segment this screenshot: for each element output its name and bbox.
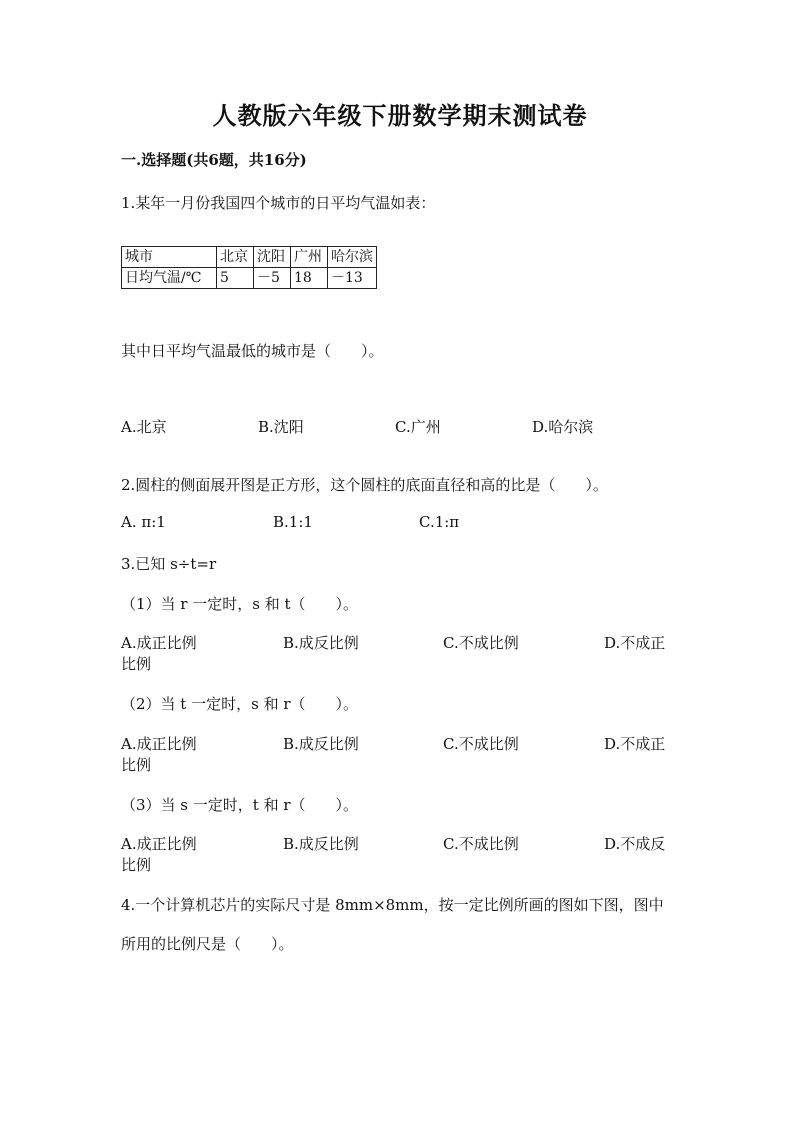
- table-cell: 哈尔滨: [328, 247, 377, 268]
- page-title: 人教版六年级下册数学期末测试卷: [212, 101, 588, 130]
- option-d[interactable]: D.不成反: [604, 835, 666, 853]
- option-d[interactable]: D.不成正: [604, 735, 666, 753]
- option-a[interactable]: A.北京: [121, 418, 167, 436]
- question-3-sub-3: （3）当 s 一定时，t 和 r（ ）。: [121, 796, 359, 814]
- option-b[interactable]: B.成反比例: [283, 735, 359, 753]
- option-c[interactable]: C.广州: [395, 418, 441, 436]
- section-heading: 一.选择题(共6题，共16分): [121, 151, 307, 169]
- option-c[interactable]: C.1:π: [419, 513, 460, 531]
- option-b[interactable]: B.成反比例: [283, 634, 359, 652]
- option-d-wrap: 比例: [121, 655, 152, 673]
- option-d[interactable]: D.不成正: [604, 634, 666, 652]
- table-cell: 日均气温/℃: [122, 268, 217, 289]
- question-3-sub-1: （1）当 r 一定时，s 和 t（ ）。: [121, 595, 359, 613]
- table-cell: 沈阳: [254, 247, 291, 268]
- table-cell: －13: [328, 268, 377, 289]
- question-3-stem: 3.已知 s÷t=r: [121, 555, 217, 573]
- table-row: [122, 268, 377, 289]
- table-cell: 城市: [122, 247, 217, 268]
- option-c[interactable]: C.不成比例: [443, 634, 519, 652]
- option-b[interactable]: B.1:1: [273, 513, 313, 531]
- option-a[interactable]: A.成正比例: [121, 634, 197, 652]
- table-cell: 18: [291, 268, 328, 289]
- table-cell: 广州: [291, 247, 328, 268]
- option-c[interactable]: C.不成比例: [443, 735, 519, 753]
- option-b[interactable]: B.沈阳: [258, 418, 304, 436]
- question-2-stem: 2.圆柱的侧面展开图是正方形，这个圆柱的底面直径和高的比是（ ）。: [121, 476, 608, 494]
- temperature-table: [121, 246, 377, 289]
- option-d-wrap: 比例: [121, 756, 152, 774]
- question-1-prompt: 其中日平均气温最低的城市是（ ）。: [121, 342, 384, 360]
- question-3-sub-2: （2）当 t 一定时，s 和 r（ ）。: [121, 695, 359, 713]
- option-d-wrap: 比例: [121, 856, 152, 874]
- option-b[interactable]: B.成反比例: [283, 835, 359, 853]
- question-4-stem-line-1: 4.一个计算机芯片的实际尺寸是 8mm×8mm，按一定比例所画的图如下图，图中: [121, 896, 664, 914]
- table-cell: 5: [217, 268, 254, 289]
- option-d[interactable]: D.哈尔滨: [532, 418, 594, 436]
- table-header-row: [122, 247, 377, 268]
- question-4-stem-line-2: 所用的比例尺是（ ）。: [121, 935, 294, 953]
- option-a[interactable]: A.成正比例: [121, 735, 197, 753]
- question-1-stem: 1.某年一月份我国四个城市的日平均气温如表：: [121, 194, 436, 212]
- option-c[interactable]: C.不成比例: [443, 835, 519, 853]
- option-a[interactable]: A. π:1: [121, 513, 166, 531]
- option-a[interactable]: A.成正比例: [121, 835, 197, 853]
- table-cell: －5: [254, 268, 291, 289]
- table-cell: 北京: [217, 247, 254, 268]
